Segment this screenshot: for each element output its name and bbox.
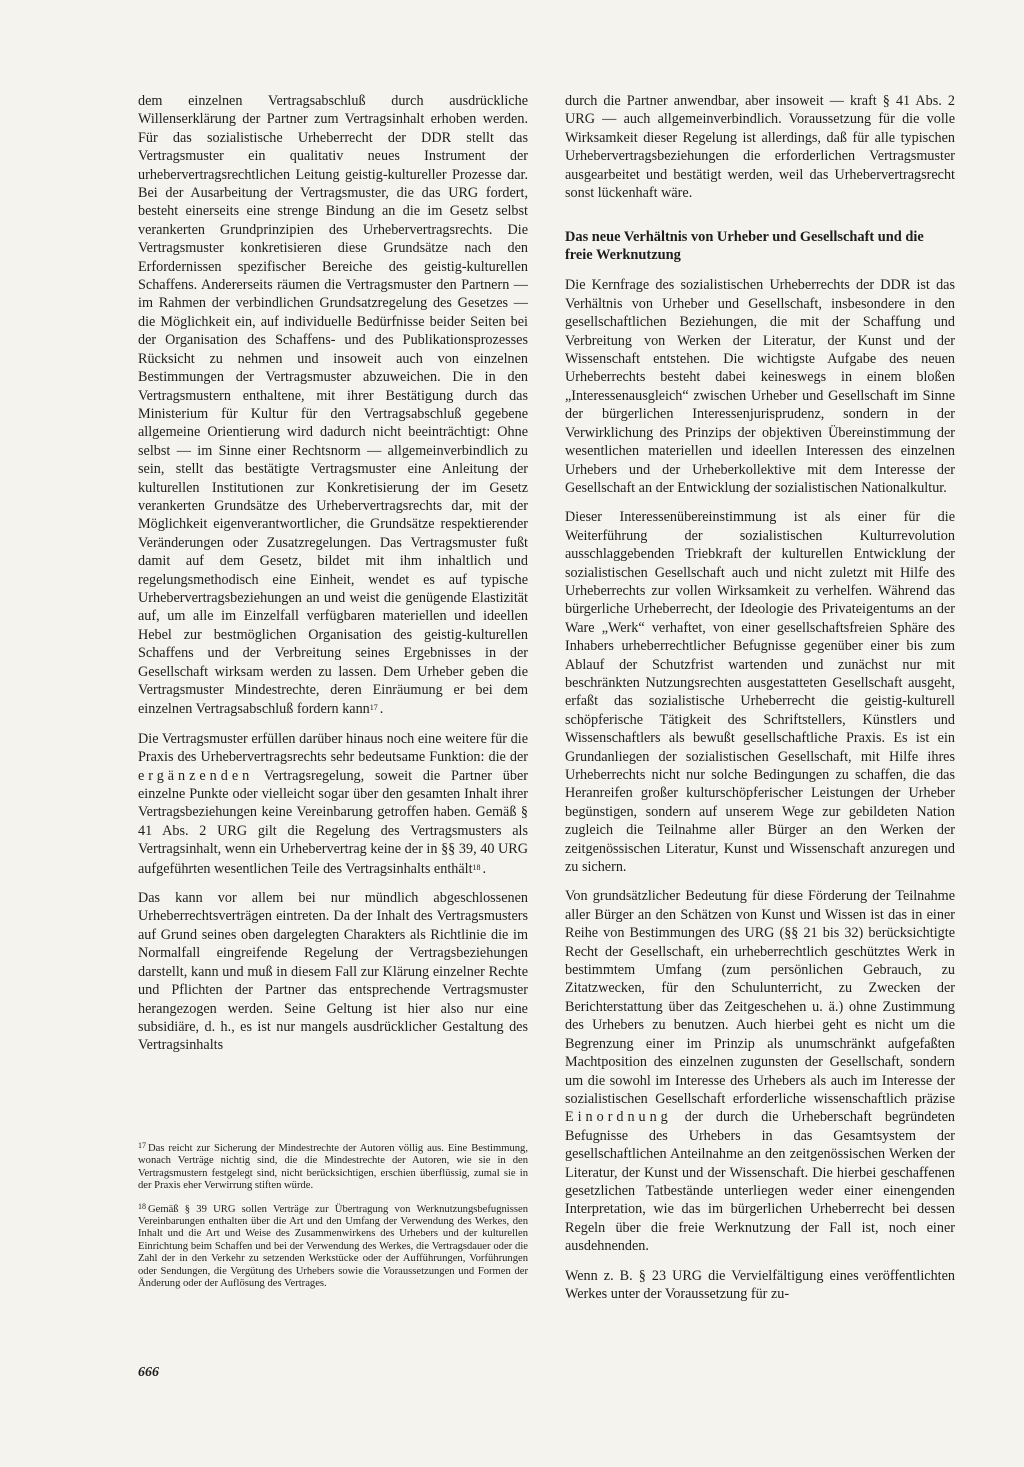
paragraph-text: dem einzelnen Vertragsabschluß durch ausdrückliche Willenserklärung der Partner zum Vertragsinhalt erhoben werden. Für das sozialistische Urheberrecht der DDR stellt das Vertragsmuster ein qualitativ neues Instrument der urhebervertragsrechtlichen Leitung geistig-kultureller Prozesse dar. Bei der Ausarbeitung der Vertragsmuster, die das URG fordert, besteht einerseits eine strenge Bindung an die im Gesetz selbst verankerten Grundprinzipien des Urhebervertragsrechts. Die Vertragsmuster konkretisieren diese Grundsätze nach den Erfordernissen spezifischer Bereiche des geistig-kulturellen Schaffens. Andererseits räumen die Vertragsmuster den Partnern — im Rahmen der verbindlichen Grundsatzregelung des Gesetzes — die Möglichkeit ein, auf individuelle Bedürfnisse beider Seiten bei der Organisation des Schaffens- und des Publikationsprozesses Rücksicht zu nehmen und insoweit auch von einzelnen Bestimmungen der Vertragsmuster abzuweichen. Die in den Vertragsmustern enthaltene, mit ihrer Bestätigung durch das Ministerium für Kultur für den Vertragsabschluß gegebene allgemeine Orientierung wird dadurch nicht beeinträchtigt: Ohne selbst — im Sinne einer Rechtsnorm — allgemeinverbindlich zu sein, stellt das bestätigte Vertragsmuster eine Anleitung der kulturellen Institutionen zur Konkretisierung der im Gesetz verankerten Grundsätze des Urhebervertragsrechts dar, mit der Möglichkeit eigenverantwortlicher, die Grundsätze respektierender Veränderungen oder Zusatzregelungen. Das Vertragsmuster fußt damit auf dem Gesetz, bildet mit ihm inhaltlich und regelungsmethodisch eine Einheit, wendet es auf typische Urhebervertragsbeziehungen an und weist die genügende Elastizität auf, um alle im Einzelfall verfügbaren materiellen und ideellen Hebel zur bestmöglichen Organisation des geistig-kulturellen Schaffens und der Verbreitung seines Ergebnisses in der Gesellschaft wirksam werden zu lassen. Dem Urheber geben die Vertragsmuster Mindestrechte, deren Einräumung er bei dem einzelnen Vertragsabschluß fordern kann <box>138 93 528 718</box>
emphasized-word: Einordnung <box>565 1109 672 1126</box>
left-column <box>138 92 528 1066</box>
paragraph-text: Wenn z. B. § 23 URG die Vervielfältigung eines veröffentlichten Werkes unter der Voraussetzung für zu- <box>565 1267 955 1302</box>
footnote-number: 18 <box>138 1201 146 1211</box>
page-number: 666 <box>138 1365 159 1380</box>
paragraph-text: der durch die Urheberschaft begründeten Befugnisse des Urhebers in das Gesamtsystem der gesellschaftlichen Anteilnahme an den zeitgenössischen Werken der Literatur, der Kunst und der Wissenschaft. Die hierbei geschaffenen gesetzlichen Tatbestände unterliegen weder einer einengenden Interpretation, wie das im bürgerlichen Urheberrecht bei dessen Regeln über die freie Werknutzung der Fall ist, noch einer ausdehnenden. <box>565 1109 956 1255</box>
right-column <box>565 92 955 1314</box>
paragraph: dem einzelnen Vertragsabschluß durch ausdrückliche Willenserklärung der Partner zum Vertragsinhalt erhoben werden. Für das sozialistische Urheberrecht der DDR stellt das Vertragsmuster ein qualitativ neues Instrument der urhebervertragsrechtlichen Leitung geistig-kultureller Prozesse dar. Bei der Ausarbeitung der Vertragsmuster, die das URG fordert, besteht einerseits eine strenge Bindung an die im Gesetz selbst verankerten Grundprinzipien des Urhebervertragsrechts. Die Vertragsmuster konkretisieren diese Grundsätze nach den Erfordernissen spezifischer Bereiche des geistig-kulturellen Schaffens. Andererseits räumen die Vertragsmuster den Partnern — im Rahmen der verbindlichen Grundsatzregelung des Gesetzes — die Möglichkeit ein, auf individuelle Bedürfnisse beider Seiten bei der Organisation des Schaffens- und des Publikationsprozesses Rücksicht zu nehmen und insoweit auch von einzelnen Bestimmungen der Vertragsmuster abzuweichen. Die in den Vertragsmustern enthaltene, mit ihrer Bestätigung durch das Ministerium für Kultur für den Vertragsabschluß gegebene allgemeine Orientierung wird dadurch nicht beeinträchtigt: Ohne selbst — im Sinne einer Rechtsnorm — allgemeinverbindlich zu sein, stellt das bestätigte Vertragsmuster eine Anleitung der kulturellen Institutionen zur Konkretisierung der im Gesetz verankerten Grundsätze des Urhebervertragsrechts dar, mit der Möglichkeit eigenverantwortlicher, die Grundsätze respektierender Veränderungen oder Zusatzregelungen. Das Vertragsmuster fußt damit auf dem Gesetz, bildet mit ihm inhaltlich und regelungsmethodisch eine Einheit, wendet es auf typische Urhebervertragsbeziehungen an und weist die genügende Elastizität auf, um alle im Einzelfall verfügbaren materiellen und ideellen Hebel zur bestmöglichen Organisation des geistig-kulturellen Schaffens und der Verbreitung seines Ergebnisses in der Gesellschaft wirksam werden zu lassen. Dem Urheber geben die Vertragsmuster Mindestrechte, deren Einräumung er bei dem einzelnen Vertragsabschluß fordern kann$^{17}$ . <box>138 93 528 718</box>
section-heading: Das neue Verhältnis von Urheber und Gesellschaft und die freie Werknutzung <box>565 229 924 264</box>
paragraph-text: Die Vertragsmuster erfüllen darüber hinaus noch eine weitere für die Praxis des Urhebervertragsrechts sehr bedeutsame Funktion: die der <box>138 730 528 766</box>
footnote-reference: 17 <box>369 703 378 713</box>
paragraph: Die Vertragsmuster erfüllen darüber hinaus noch eine weitere für die Praxis des Urhebervertragsrechts sehr bedeutsame Funktion: die der ergänzenden Vertragsregelung, soweit die Partner über einzelne Punkte oder vielleicht sogar über den gesamten Inhalt ihrer Vertragsbeziehungen keine Vereinbarung getroffen haben. Gemäß § 41 Abs. 2 URG gilt die Regelung des Vertragsmusters als Vertragsinhalt, wenn ein Urhebervertrag keine der in §§ 39, 40 URG aufgeführten wesentlichen Teile des Vertragsinhalts enthält$^{18}$ . <box>138 730 528 877</box>
emphasized-word: ergänzenden <box>138 767 254 784</box>
paragraph-text: Vertragsregelung, soweit die Partner über einzelne Punkte oder vielleicht sogar über den gesamten Inhalt ihrer Vertragsbeziehungen keine Vereinbarung getroffen haben. Gemäß § 41 Abs. 2 URG gilt die Regelung des Vertragsmusters als Vertragsinhalt, wenn ein Urhebervertrag keine der in §§ 39, 40 URG aufgeführten wesentlichen Teile des Vertragsinhalts enthält <box>138 767 528 877</box>
footnote-reference: 18 <box>472 862 481 872</box>
paragraph-text: durch die Partner anwendbar, aber insoweit — kraft § 41 Abs. 2 URG — auch allgemeinverbindlich. Voraussetzung für die volle Wirksamkeit dieser Regelung ist allerdings, daß für alle typischen Urhebervertragsbeziehungen die erforderlichen Vertragsmuster ausgearbeitet und bestätigt werden, weil das Urhebervertragsrecht sonst lückenhaft wäre. <box>565 93 955 202</box>
paragraph <box>565 887 955 1255</box>
footnote-number: 17 <box>138 1141 146 1150</box>
paragraph-text: Von grundsätzlicher Bedeutung für diese Förderung der Teilnahme aller Bürger an den Schätzen von Kunst und Wissen ist das in einer Reihe von Bestimmungen des URG (§§ 21 bis 32) berücksichtigte Recht der Gesellschaft, ein urheberrechtlich geschütztes Werk in bestimmtem Umfang (zum persönlichen Gebrauch, zu Zitatzwecken, für den Schulunterricht, zu Zwecken der Berichterstattung über das Zeitgeschehen u. ä.) ohne Zustimmung des Urhebers zu benutzen. Auch hierbei geht es nicht um die Begrenzung einer im Prinzip als unumschränkt aufgefaßten Machtposition des einzelnen zugunsten der Gesellschaft, sondern um die sowohl im Interesse des Urhebers als auch im Interesse der sozialistischen Gesellschaft erforderliche wissenschaftlich präzise <box>565 888 955 1107</box>
paragraph <box>565 92 955 202</box>
paragraph-text: Die Kernfrage des sozialistischen Urheberrechts der DDR ist das Verhältnis von Urheber und Gesellschaft, insbesondere in den gesellschaftlichen Beziehungen, die mit der Schaffung und Verbreitung von Werken der Literatur, der Kunst und der Wissenschaft entstehen. Die wichtigste Aufgabe des neuen Urheberrechts besteht dabei keineswegs in einem bloßen „Interessenausgleich“ zwischen Urheber und Gesellschaft im Sinne der bürgerlichen Interessenjurisprudenz, sondern in der Verwirklichung des Prinzips der objektiven Übereinstimmung der wesentlichen materiellen und ideellen Interessen des einzelnen Urhebers und der Urheberkollektive mit dem Interesse der Gesellschaft an der Entwicklung der sozialistischen Nationalkultur. <box>565 277 955 496</box>
paragraph-text: Dieser Interessenübereinstimmung ist als einer für die Weiterführung der sozialistischen Kulturrevolution ausschlaggebenden Triebkraft der kulturellen Entwicklung der sozialistischen Gesellschaft auch und nicht zuletzt mit Hilfe des Urheberrechts zur vollen Wirksamkeit zu verhelfen. Während das bürgerliche Urheberrecht, der Ideologie des Privateigentums an der Ware „Werk“ verhaftet, von einer gesellschaftsfreien Sphäre des Inhabers urheberrechtlicher Befugnisse gegenüber einer bis zum Ablauf der Schutzfrist wartenden und zunächst nur mit beschränkten Nutzungsrechten ausgestatteten Gesellschaft ausgeht, erfaßt das sozialistische Urheberrecht die geistig-kulturell schöpferische Tätigkeit des Schriftstellers, Künstlers und Wissenschaftlers als bewußt gesellschaftliche Praxis. Es ist ein Grundanliegen der sozialistischen Gesellschaft, mit Hilfe ihres Urheberrechts nicht nur solche Bedingungen zu schaffen, die das Heranreifen großer kulturschöpferischer Leistungen der Urheber begünstigen, sondern auf unserem Wege zur gebildeten Nation zugleich die Teilnahme aller Bürger an den Werken der zeitgenössischen Literatur, Kunst und Wissenschaft anzuregen und zu sichern. <box>565 509 955 876</box>
paragraph <box>565 508 955 876</box>
footnotes <box>138 1140 528 1298</box>
paragraph <box>565 1267 955 1304</box>
footnote <box>138 1140 528 1193</box>
paragraph <box>138 889 528 1055</box>
footnote-text: Das reicht zur Sicherung der Mindestrechte der Autoren völlig aus. Eine Bestimmung, wonach Verträge nichtig sind, die die Mindestrechte der Autoren, wie sie in den Vertragsmustern festgelegt sind, nicht berücksichtigen, erschien überflüssig, zumal sie in der Praxis eher Verwirrung stiften würde. <box>138 1143 528 1192</box>
paragraph-text: Das kann vor allem bei nur mündlich abgeschlossenen Urheberrechtsverträgen eintreten. Da der Inhalt des Vertragsmusters auf Grund seines oben dargelegten Charakters als Richtlinie die im Normalfall eingreifende Regelung der Vertragsbeziehungen darstellt, kann und muß in diesem Fall zur Klärung einzelner Rechte und Pflichten der Partner das entsprechende Vertragsmuster herangezogen werden. Seine Geltung ist hier also nur eine subsidiäre, d. h., es ist nur mangels ausdrücklicher Gestaltung des Vertragsinhalts <box>138 890 528 1054</box>
paragraph <box>565 276 955 497</box>
footnote <box>138 1201 528 1291</box>
footnote-text: Gemäß § 39 URG sollen Verträge zur Übertragung von Werknutzungsbefugnissen Vereinbarungen enthalten über die Art und den Umfang der Verwendung des Werkes, den Inhalt und die Art und Weise des Zusammenwirkens des Urhebers und der kulturellen Einrichtung beim Schaffen und bei der Verwendung des Werkes, die Vertragsdauer oder die Zahl der in den Verkehr zu setzenden Werkstücke oder der Aufführungen, Vorführungen oder Sendungen, die Vergütung des Urhebers sowie die Voraussetzungen und Formen der Änderung oder der Auflösung des Vertrages. <box>138 1203 528 1290</box>
